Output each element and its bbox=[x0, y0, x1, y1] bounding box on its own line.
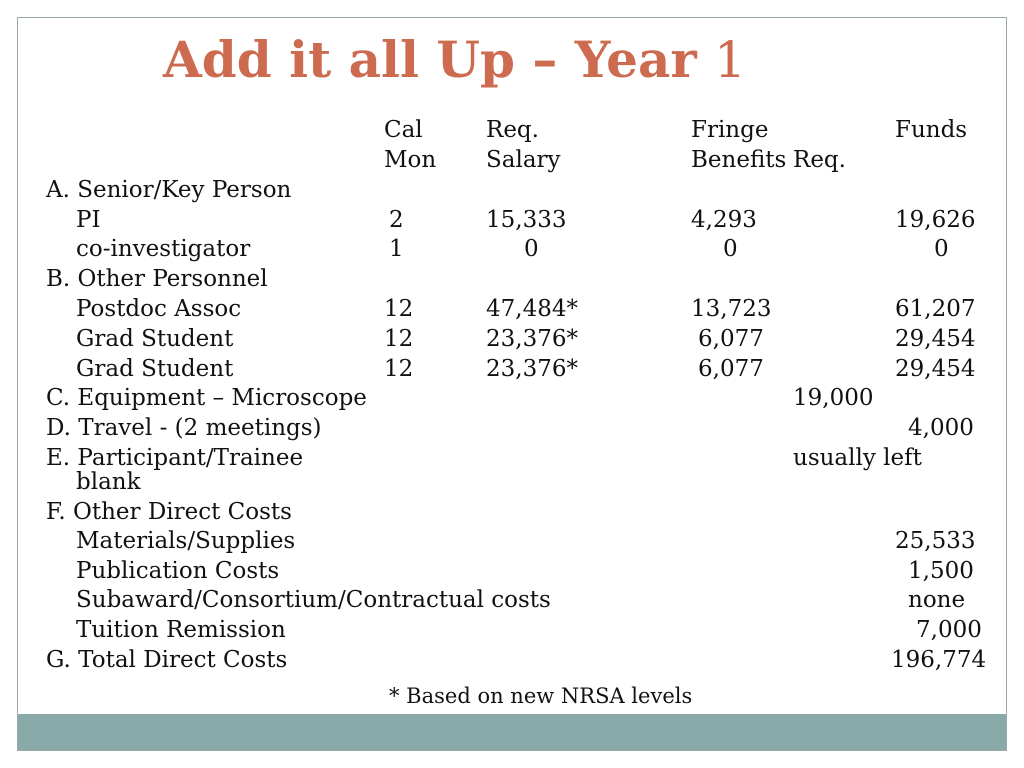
section-f-label: F. Other Direct Costs bbox=[46, 499, 292, 525]
section-d-funds: 4,000 bbox=[908, 415, 974, 441]
section-a-label: A. Senior/Key Person bbox=[46, 177, 292, 203]
row-grad2-fringe: 6,077 bbox=[698, 356, 764, 382]
header-salary-line2: Salary bbox=[486, 147, 561, 173]
row-pi-fringe: 4,293 bbox=[691, 207, 757, 233]
section-c-funds: 19,000 bbox=[793, 385, 874, 411]
row-grad1-funds: 29,454 bbox=[895, 326, 976, 352]
row-postdoc-funds: 61,207 bbox=[895, 296, 976, 322]
title-main: Add it all Up – Year bbox=[163, 30, 697, 89]
row-publication-label: Publication Costs bbox=[76, 558, 280, 584]
header-cal-line1: Cal bbox=[384, 117, 423, 143]
row-coinv-funds: 0 bbox=[934, 236, 949, 262]
row-pi-cal: 2 bbox=[389, 207, 404, 233]
header-funds-line2: Req. bbox=[793, 147, 846, 173]
page-title bbox=[163, 30, 746, 89]
row-publication-funds: 1,500 bbox=[908, 558, 974, 584]
section-b-label: B. Other Personnel bbox=[46, 266, 268, 292]
row-grad2-salary: 23,376* bbox=[486, 356, 578, 382]
section-g-label: G. Total Direct Costs bbox=[46, 647, 288, 673]
row-postdoc-cal: 12 bbox=[384, 296, 414, 322]
section-g-funds: 196,774 bbox=[891, 647, 987, 673]
header-cal-line2: Mon bbox=[384, 147, 437, 173]
slide bbox=[17, 17, 1007, 751]
row-pi-label: PI bbox=[76, 207, 101, 233]
section-e-label-cont: blank bbox=[76, 469, 141, 495]
header-fringe-line1: Fringe bbox=[691, 117, 769, 143]
row-grad2-label: Grad Student bbox=[76, 356, 234, 382]
row-postdoc-label: Postdoc Assoc bbox=[76, 296, 242, 322]
row-postdoc-fringe: 13,723 bbox=[691, 296, 772, 322]
row-pi-funds: 19,626 bbox=[895, 207, 976, 233]
row-materials-funds: 25,533 bbox=[895, 528, 976, 554]
section-c-label: C. Equipment – Microscope bbox=[46, 385, 367, 411]
row-coinv-fringe: 0 bbox=[723, 236, 738, 262]
section-d-label: D. Travel - (2 meetings) bbox=[46, 415, 322, 441]
row-postdoc-salary: 47,484* bbox=[486, 296, 578, 322]
row-pi-salary: 15,333 bbox=[486, 207, 567, 233]
row-subaward-funds: none bbox=[908, 587, 966, 613]
row-coinv-label: co-investigator bbox=[76, 236, 251, 262]
header-salary-line1: Req. bbox=[486, 117, 539, 143]
row-grad1-fringe: 6,077 bbox=[698, 326, 764, 352]
section-e-funds: usually left bbox=[793, 445, 922, 471]
row-coinv-cal: 1 bbox=[389, 236, 404, 262]
row-materials-label: Materials/Supplies bbox=[76, 528, 296, 554]
row-tuition-label: Tuition Remission bbox=[76, 617, 286, 643]
row-grad2-funds: 29,454 bbox=[895, 356, 976, 382]
header-fringe-line2: Benefits bbox=[691, 147, 787, 173]
row-grad2-cal: 12 bbox=[384, 356, 414, 382]
header-funds-line1: Funds bbox=[895, 117, 968, 143]
title-number: 1 bbox=[714, 31, 746, 89]
row-tuition-funds: 7,000 bbox=[916, 617, 982, 643]
row-coinv-salary: 0 bbox=[524, 236, 539, 262]
section-e-label: E. Participant/Trainee bbox=[46, 445, 304, 471]
row-subaward-label: Subaward/Consortium/Contractual costs bbox=[76, 587, 551, 613]
row-grad1-salary: 23,376* bbox=[486, 326, 578, 352]
row-grad1-label: Grad Student bbox=[76, 326, 234, 352]
row-grad1-cal: 12 bbox=[384, 326, 414, 352]
footnote: * Based on new NRSA levels bbox=[389, 684, 693, 708]
footer-band bbox=[18, 714, 1006, 750]
